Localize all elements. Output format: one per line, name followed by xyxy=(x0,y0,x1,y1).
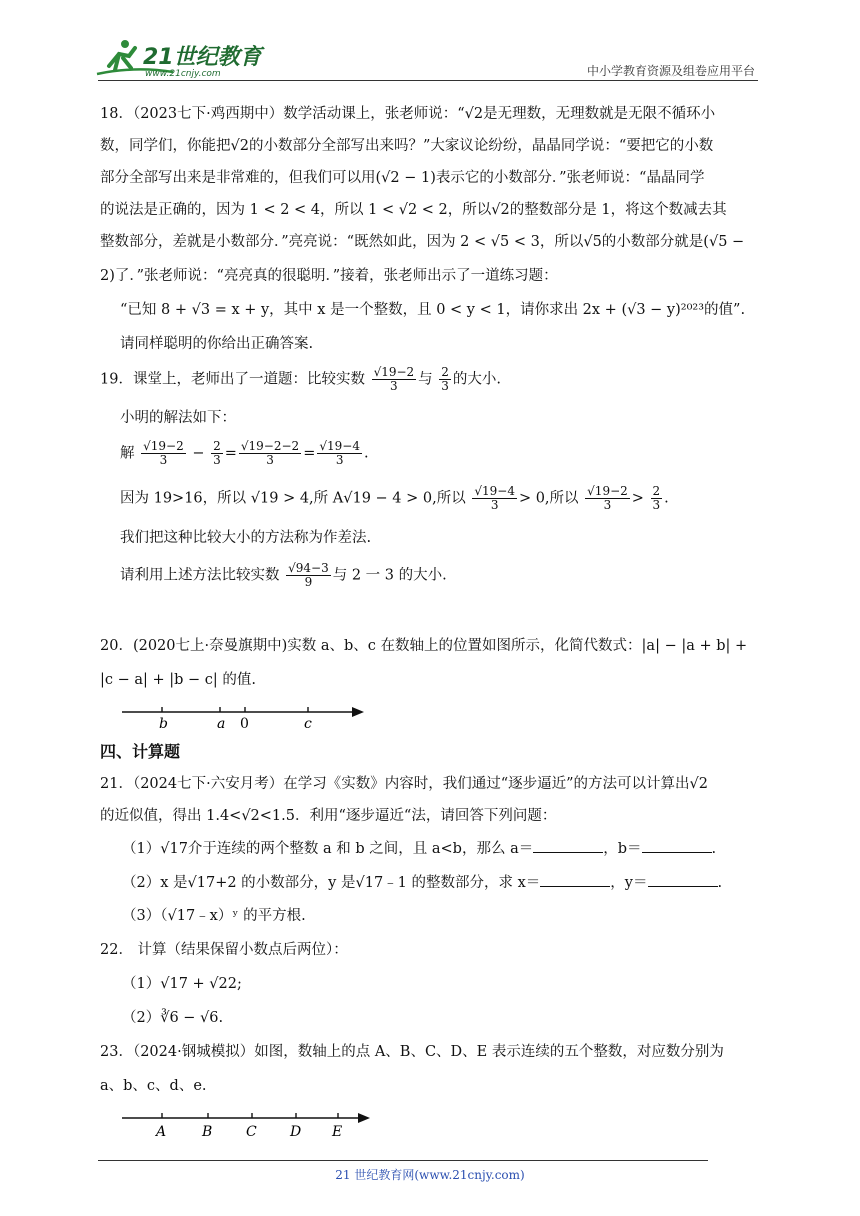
q18-line-2: 数，同学们，你能把√2的小数部分全部写出来吗？”大家议论纷纷，晶晶同学说：“要把它的小数 xyxy=(100,138,714,154)
fraction: $\frac{√19-4}{3}$ xyxy=(474,484,515,512)
answer-blank-y[interactable] xyxy=(648,872,718,887)
logo-url: www.21cnjy.com xyxy=(145,69,221,79)
answer-blank-b[interactable] xyxy=(642,838,712,853)
q20-line-1: 20．(2020七上·奈曼旗期中)实数 a、b、c 在数轴上的位置如图所示，化简代数式：|a| − |a + b| + xyxy=(100,638,748,654)
header-platform-text: 中小学教育资源及组卷应用平台 xyxy=(586,64,755,78)
q21-line-4: （2）x 是√17+2 的小数部分，y 是√17﹣1 的整数部分，求 x＝ ，y＝ . xyxy=(122,872,722,893)
q18-line-5: 整数部分，差就是小数部分．”亮亮说：“既然如此，因为 2 < √5 < 3，所以√5的小数部分就是(√5 − xyxy=(100,234,745,250)
q18-line-8: 请同样聪明的你给出正确答案. xyxy=(120,336,314,352)
q19-line-4: 因为 19>16，所以 √19 > 4,所 A√19 − 4 > 0,所以 $\frac{√19-4}{3}$ > 0,所以 $\frac{√19-2}{3}$ > $\frac{2}{3}$ . xyxy=(120,484,669,512)
q18-line-6: 2)了．”张老师说：“亮亮真的很聪明．”接着，张老师出示了一道练习题： xyxy=(100,268,558,284)
fraction: $\frac{√19-2}{3}$ xyxy=(143,439,184,467)
axis-label-A: A xyxy=(156,1124,167,1140)
fraction: $\frac{2}{3}$ xyxy=(652,484,661,512)
logo-text: 21世纪教育 xyxy=(143,45,262,70)
footer-link[interactable]: 21 世纪教育网(www.21cnjy.com) xyxy=(335,1168,525,1182)
fraction: $\frac{√19-2}{3}$ xyxy=(587,484,628,512)
q18-line-7: “已知 8 + √3 = x + y，其中 x 是一个整数，且 0 < y < 1，请你求出 2x + (√3 − y)²⁰²³的值”. xyxy=(120,302,746,318)
q19-line-5: 我们把这种比较大小的方法称为作差法. xyxy=(120,530,372,546)
q21-line-3: （1）√17介于连续的两个整数 a 和 b 之间，且 a<b，那么 a＝ ，b＝ . xyxy=(122,838,716,859)
arrow-icon xyxy=(358,1113,370,1123)
q23-line-2: a、b、c、d、e. xyxy=(100,1078,207,1094)
q22-line-2: （1）√17 + √22; xyxy=(122,976,242,992)
fraction: $\frac{2}{3}$ xyxy=(213,439,221,467)
answer-blank-x[interactable] xyxy=(540,872,610,887)
q23-line-1: 23．（2024·钢城模拟）如图，数轴上的点 A、B、C、D、E 表示连续的五个整数，对应数分别为 xyxy=(100,1044,724,1060)
axis-label-C: C xyxy=(246,1124,257,1140)
answer-blank-a[interactable] xyxy=(533,838,603,853)
axis-label-b: b xyxy=(159,716,168,732)
q18-line-1: 18．（2023七下·鸡西期中）数学活动课上，张老师说：“√2是无理数，无理数就是无限不循环小 xyxy=(100,106,716,122)
fraction: $\frac{√19-2}{3}$ xyxy=(373,365,415,393)
q19-line-2: 小明的解法如下： xyxy=(120,410,236,426)
q20-number-line xyxy=(118,700,368,732)
fraction: $\frac{√19-4}{3}$ xyxy=(319,439,360,467)
axis-label-B: B xyxy=(202,1124,213,1140)
header-divider xyxy=(98,80,758,81)
q19-line-3: 解 $\frac{√19-2}{3}$ − $\frac{2}{3}$ = $\frac{√19-2-2}{3}$ = $\frac{√19-4}{3}$ . xyxy=(120,439,369,467)
q18-line-3: 部分全部写出来是非常难的，但我们可以用(√2 − 1)表示它的小数部分．”张老师说：“晶晶同学 xyxy=(100,170,705,186)
brand-logo xyxy=(95,36,270,80)
q21-line-2: 的近似值，得出 1.4<√2<1.5．利用“逐步逼近“法，请回答下列问题： xyxy=(100,808,557,824)
q21-line-1: 21．（2024七下·六安月考）在学习《实数》内容时，我们通过“逐步逼近”的方法可以计算出√2 xyxy=(100,776,708,792)
q21-line-5: （3）（√17﹣x）ʸ 的平方根. xyxy=(122,908,306,924)
q22-line-1: 22． 计算（结果保留小数点后两位）： xyxy=(100,942,348,958)
footer-divider xyxy=(98,1160,708,1161)
fraction: $\frac{√19-2-2}{3}$ xyxy=(240,439,300,467)
axis-label-E: E xyxy=(332,1124,343,1140)
axis-label-a: a xyxy=(217,716,226,732)
q23-number-line xyxy=(118,1106,378,1140)
q18-line-4: 的说法是正确的，因为 1 < 2 < 4，所以 1 < √2 < 2，所以√2的整数部分是 1，将这个数减去其 xyxy=(100,202,727,218)
q20-line-2: |c − a| + |b − c| 的值. xyxy=(100,672,257,688)
axis-label-c: c xyxy=(304,716,312,732)
axis-label-zero: 0 xyxy=(240,716,249,732)
q22-line-3: （2）∛6 − √6. xyxy=(122,1010,224,1026)
q19-line-1: 19．课堂上，老师出了一道题：比较实数 $\frac{√19-2}{3}$ 与 $\frac{2}{3}$ 的大小. xyxy=(100,365,502,393)
fraction: $\frac{√94-3}{9}$ xyxy=(288,561,329,589)
axis-label-D: D xyxy=(290,1124,302,1140)
arrow-icon xyxy=(352,707,364,717)
section-title-calc: 四、计算题 xyxy=(100,742,181,761)
q19-line-6: 请利用上述方法比较实数 $\frac{√94-3}{9}$ 与 2 一 3 的大小. xyxy=(120,561,447,589)
fraction: $\frac{2}{3}$ xyxy=(441,365,449,393)
